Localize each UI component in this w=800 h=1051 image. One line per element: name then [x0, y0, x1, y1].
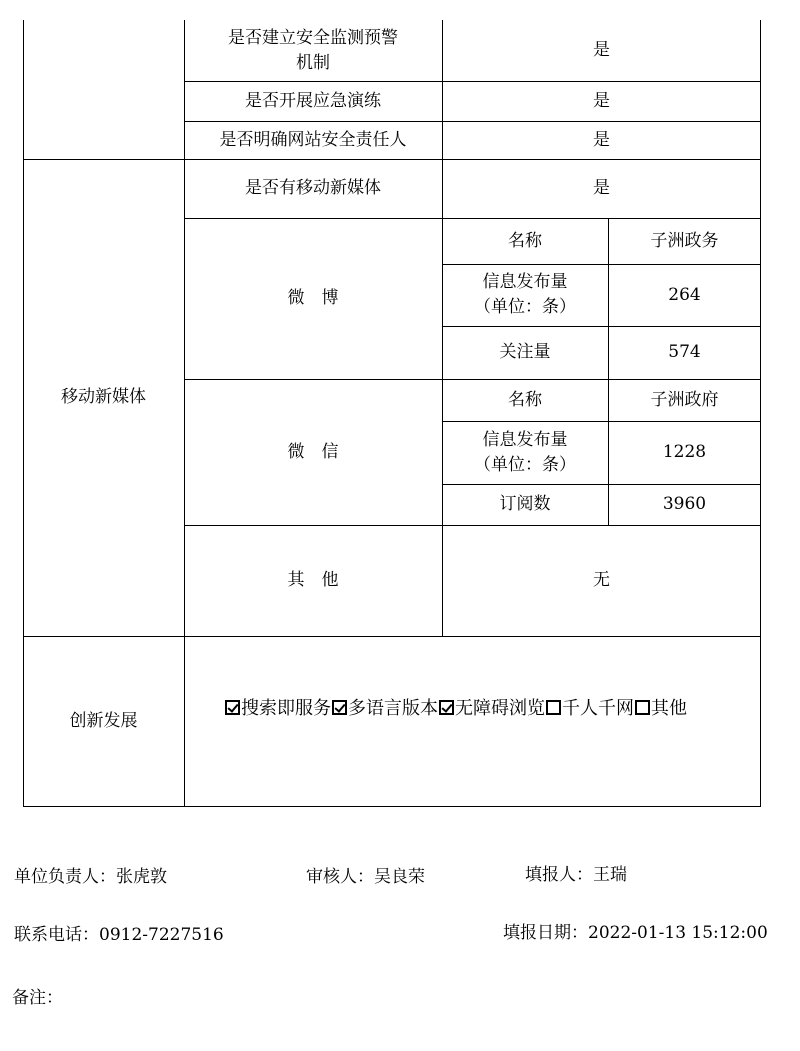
- label-line: 是否建立安全监测预警: [228, 27, 398, 48]
- weibo-follow-value: 574: [668, 342, 701, 363]
- emergency-drill-value: 是: [593, 90, 610, 111]
- reviewer: 审核人：吴良荣: [306, 867, 425, 887]
- option-label: 无障碍浏览: [455, 698, 545, 719]
- innovation-title: 创新发展: [69, 711, 138, 732]
- weibo-follow-label: 关注量: [499, 342, 551, 363]
- innovation-options: [224, 694, 687, 720]
- other-media-label: 其 他: [287, 570, 339, 591]
- checkbox-accessibility[interactable]: [439, 700, 454, 715]
- label-line: 信息发布量: [482, 272, 568, 293]
- security-monitoring-value: 是: [593, 40, 610, 61]
- weibo-publish-label: [442, 264, 608, 326]
- wechat-publish-value: 1228: [662, 442, 707, 463]
- label-line: （单位：条）: [474, 297, 576, 317]
- wechat-label: 微 信: [287, 441, 339, 462]
- remark: 备注：: [12, 988, 63, 1008]
- unit-head: 单位负责人：张虎敦: [14, 867, 167, 887]
- label-line: 机制: [296, 52, 330, 73]
- checkbox-other[interactable]: [635, 700, 650, 715]
- option-label: 其他: [651, 698, 687, 719]
- has-media-value: 是: [593, 178, 610, 199]
- label-line: 信息发布量: [482, 429, 568, 450]
- security-monitoring-label: [184, 20, 442, 81]
- has-media-label: 是否有移动新媒体: [245, 178, 381, 199]
- wechat-publish-label: [442, 421, 608, 484]
- contact-phone: 联系电话：0912-7227516: [14, 925, 224, 945]
- wechat-subscribe-label: 订阅数: [499, 494, 551, 515]
- checkbox-personalized[interactable]: [546, 700, 561, 715]
- wechat-name-label: 名称: [508, 389, 542, 410]
- option-label: 多语言版本: [348, 698, 438, 719]
- weibo-publish-value: 264: [668, 284, 701, 305]
- emergency-drill-label: 是否开展应急演练: [245, 90, 381, 111]
- weibo-name-value: 子洲政务: [650, 230, 719, 251]
- label-line: （单位：条）: [474, 454, 576, 475]
- fill-date: 填报日期：2022-01-13 15:12:00: [503, 923, 768, 943]
- wechat-subscribe-value: 3960: [662, 494, 707, 515]
- wechat-name-value: 子洲政府: [650, 389, 719, 410]
- weibo-name-label: 名称: [508, 230, 542, 251]
- media-section-title: 移动新媒体: [61, 387, 146, 408]
- checkbox-search-service[interactable]: [225, 700, 240, 715]
- security-owner-value: 是: [593, 129, 610, 150]
- option-label: 搜索即服务: [241, 698, 331, 719]
- filler: 填报人：王瑞: [525, 865, 627, 885]
- checkbox-multilingual[interactable]: [332, 700, 347, 715]
- security-owner-label: 是否明确网站安全责任人: [219, 129, 407, 150]
- weibo-label: 微 博: [287, 288, 339, 309]
- other-media-value: 无: [593, 570, 610, 591]
- option-label: 千人千网: [562, 698, 634, 719]
